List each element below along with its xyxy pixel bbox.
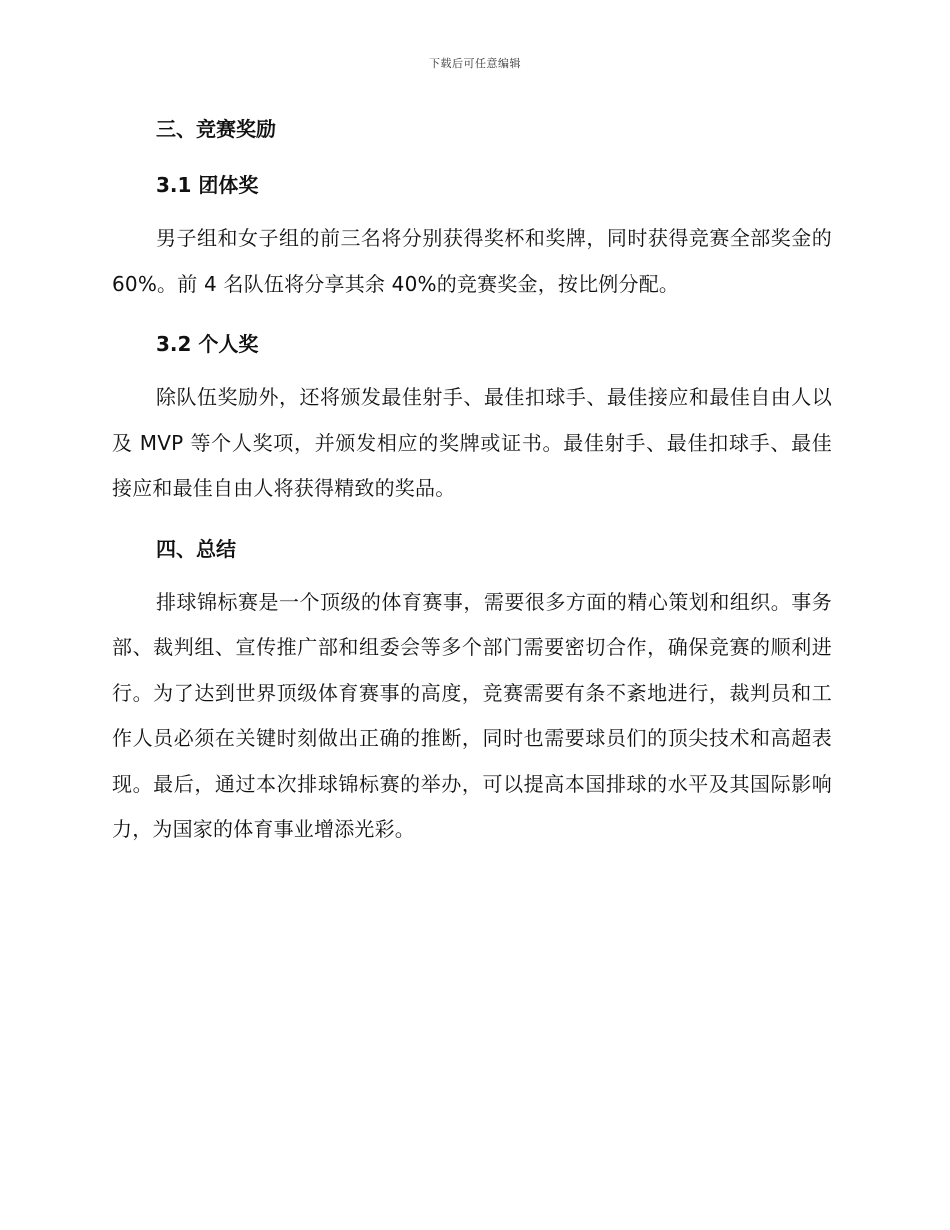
subsection-3-2-heading: 3.2 个人奖 xyxy=(156,332,259,356)
section-3-heading: 三、竞赛奖励 xyxy=(156,117,276,141)
subsection-3-2-paragraph: 除队伍奖励外，还将颁发最佳射手、最佳扣球手、最佳接应和最佳自由人以及 MVP 等个人奖项，并颁发相应的奖牌或证书。最佳射手、最佳扣球手、最佳接应和最佳自由人将获得精致的奖品。 xyxy=(112,385,832,500)
subsection-3-1-paragraph: 男子组和女子组的前三名将分别获得奖杯和奖牌，同时获得竞赛全部奖金的 60%。前 4 名队伍将分享其余 40%的竞赛奖金，按比例分配。 xyxy=(112,226,832,296)
header-note: 下载后可任意编辑 xyxy=(429,57,521,70)
document-body xyxy=(112,110,832,853)
subsection-3-1-heading: 3.1 团体奖 xyxy=(156,173,259,197)
section-4-heading: 四、总结 xyxy=(156,536,236,561)
section-4-paragraph: 排球锦标赛是一个顶级的体育赛事，需要很多方面的精心策划和组织。事务部、裁判组、宣传推广部和组委会等多个部门需要密切合作，确保竞赛的顺利进行。为了达到世界顶级体育赛事的高度，竞赛需要有条不紊地进行，裁判员和工作人员必须在关键时刻做出正确的推断，同时也需要球员们的顶尖技术和高超表现。最后，通过本次排球锦标赛的举办，可以提高本国排球的水平及其国际影响力，为国家的体育事业增添光彩。 xyxy=(112,589,832,841)
